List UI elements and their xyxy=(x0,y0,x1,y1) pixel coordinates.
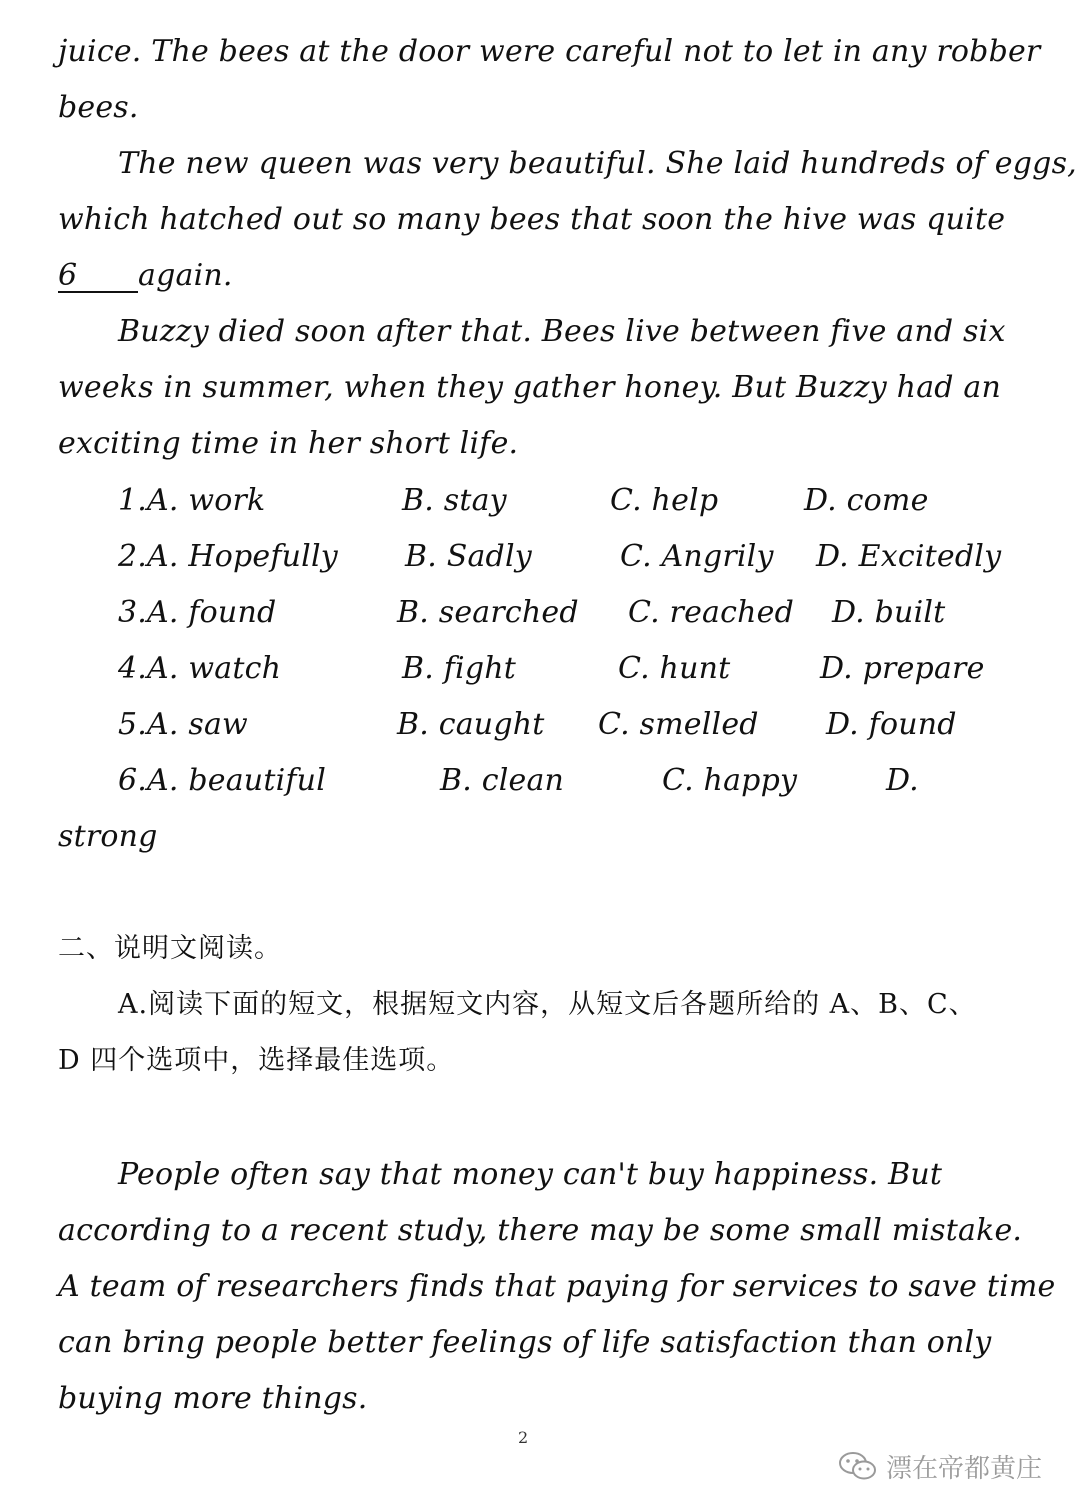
passage2-line2: according to a recent study, there may be some small mistake. xyxy=(58,1213,1023,1248)
option-2d: D. Excitedly xyxy=(816,539,1002,574)
option-6d-wrap: strong xyxy=(58,819,158,854)
option-6c: C. happy xyxy=(662,763,798,798)
option-2a: 2.A. Hopefully xyxy=(118,539,338,574)
passage2-line1: People often say that money can't buy happiness. But xyxy=(118,1157,943,1192)
option-5a: 5.A. saw xyxy=(118,707,248,742)
passage2-line3: A team of researchers finds that paying for services to save time xyxy=(58,1269,1056,1304)
option-1c: C. help xyxy=(610,483,719,518)
option-2b: B. Sadly xyxy=(405,539,532,574)
passage1-line1: juice. The bees at the door were careful not to let in any robber xyxy=(58,34,1041,69)
section2-instruction-line2: D 四个选项中，选择最佳选项。 xyxy=(58,1045,455,1076)
passage1-line3: The new queen was very beautiful. She laid hundreds of eggs, xyxy=(118,146,1077,181)
option-2c: C. Angrily xyxy=(620,539,774,574)
option-1d: D. come xyxy=(804,483,929,518)
option-3c: C. reached xyxy=(628,595,795,630)
option-4c: C. hunt xyxy=(618,651,731,686)
page-number: 2 xyxy=(518,1428,529,1447)
section2-instruction-line1: A.阅读下面的短文，根据短文内容，从短文后各题所给的 A、B、C、 xyxy=(118,989,977,1020)
passage1-line5 xyxy=(58,256,233,296)
option-3a: 3.A. found xyxy=(118,595,277,630)
option-3b: B. searched xyxy=(397,595,579,630)
passage1-line5-rest: again. xyxy=(138,258,233,293)
option-6a: 6.A. beautiful xyxy=(118,763,326,798)
watermark-text: 漂在帝都黄庄 xyxy=(886,1453,1043,1484)
option-5d: D. found xyxy=(826,707,957,742)
option-4d: D. prepare xyxy=(820,651,985,686)
section2-heading: 二、说明文阅读。 xyxy=(58,933,282,964)
blank-6: 6 xyxy=(58,261,138,293)
option-6b: B. clean xyxy=(440,763,565,798)
passage1-line7: weeks in summer, when they gather honey. But Buzzy had an xyxy=(58,370,1002,405)
watermark xyxy=(838,1444,1042,1488)
option-6d: D. xyxy=(886,763,919,798)
passage1-line4: which hatched out so many bees that soon the hive was quite xyxy=(58,202,1006,237)
passage1-line2: bees. xyxy=(58,90,139,125)
option-1a: 1.A. work xyxy=(118,483,266,518)
option-3d: D. built xyxy=(832,595,946,630)
option-4a: 4.A. watch xyxy=(118,651,282,686)
passage1-line6: Buzzy died soon after that. Bees live between five and six xyxy=(118,314,1006,349)
option-1b: B. stay xyxy=(402,483,507,518)
option-4b: B. fight xyxy=(402,651,516,686)
wechat-icon xyxy=(838,1450,878,1482)
passage2-line5: buying more things. xyxy=(58,1381,368,1416)
option-5c: C. smelled xyxy=(598,707,759,742)
passage1-line8: exciting time in her short life. xyxy=(58,426,519,461)
passage2-line4: can bring people better feelings of life satisfaction than only xyxy=(58,1325,992,1360)
option-5b: B. caught xyxy=(397,707,545,742)
